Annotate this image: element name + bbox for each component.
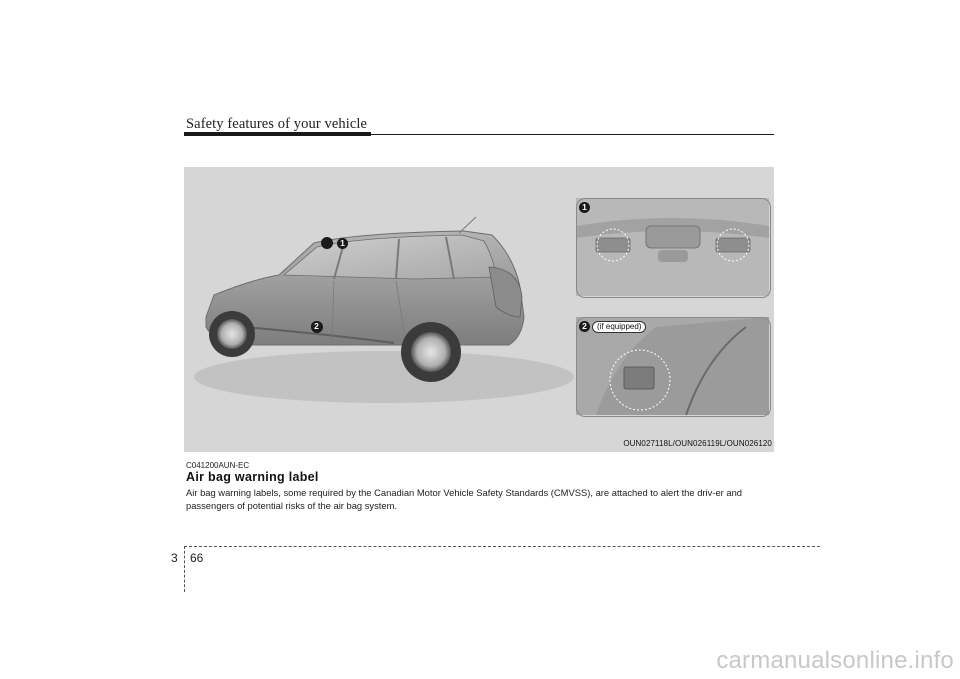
if-equipped-note: (if equipped) xyxy=(592,321,646,333)
airbag-label-figure xyxy=(184,167,774,452)
inset-door-label xyxy=(576,317,771,417)
page-number: 66 xyxy=(190,551,204,565)
section-body: Air bag warning labels, some required by the Canadian Motor Vehicle Safety Standards (CMVSS), are attached to alert the driv-er and passengers of potential risks of the air bag system. xyxy=(186,487,743,511)
figure-code: OUN027118L/OUN026119L/OUN026120 xyxy=(623,439,772,448)
header-rule-thin xyxy=(371,134,774,135)
section-code: C041200AUN-EC xyxy=(186,461,250,470)
header-rule-thick xyxy=(184,132,371,136)
inset-2-number: 2 xyxy=(579,321,590,332)
page-header-title: Safety features of your vehicle xyxy=(186,116,368,132)
chapter-number: 3 xyxy=(171,551,178,565)
site-watermark: carmanualsonline.info xyxy=(716,647,954,674)
car-callout-2: 2 xyxy=(311,321,322,332)
inset-headliner-labels xyxy=(576,198,771,298)
footer-vertical-rule xyxy=(184,546,185,592)
section-heading: Air bag warning label xyxy=(186,470,319,484)
car-callout-1: 1 xyxy=(337,238,348,249)
inset-1-number: 1 xyxy=(579,202,590,213)
footer-rule xyxy=(184,546,820,547)
